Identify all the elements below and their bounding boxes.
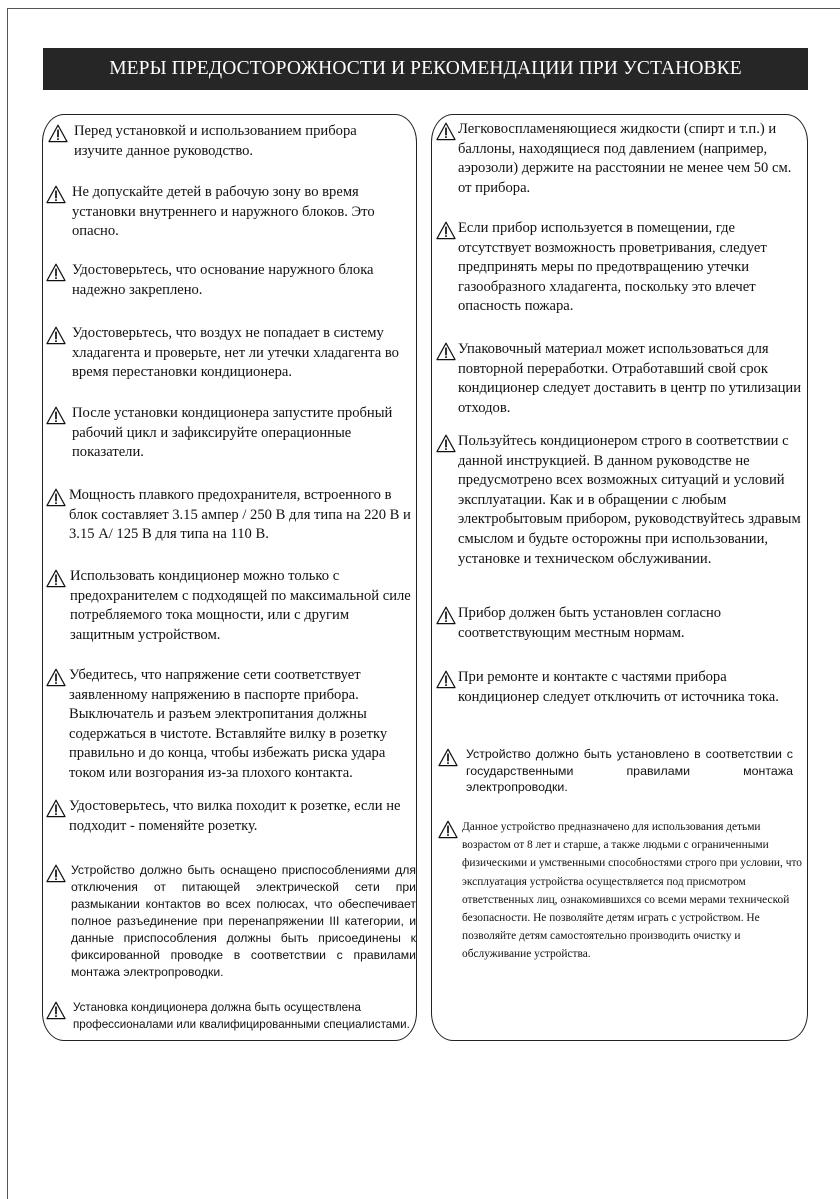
list-item-text: Удостоверьтесь, что вилка походит к розетке, если не подходит - поменяйте розетку. bbox=[69, 798, 401, 834]
list-item-text: После установки кондиционера запустите пробный рабочий цикл и зафиксируйте операционные показатели. bbox=[72, 405, 393, 461]
list-item bbox=[46, 404, 416, 463]
warning-triangle-icon bbox=[46, 1001, 66, 1020]
list-item-text: При ремонте и контакте с частями прибора кондиционер следует отключить от источника тока. bbox=[458, 669, 779, 705]
list-item bbox=[438, 746, 793, 796]
warning-triangle-icon bbox=[436, 221, 456, 240]
warning-triangle-icon bbox=[436, 122, 456, 141]
list-item-text: Пользуйтесь кондиционером строго в соответствии с данной инструкцией. В данном руководстве не предусмотрено всех возможных ситуаций и условий эксплуатации. Как и в обращении с любым электробытовым прибором, руководствуйтесь здравым смыслом и будьте осторожны при использовании, установке и техническом обслуживании. bbox=[458, 433, 801, 567]
list-item bbox=[438, 818, 804, 964]
list-item-text: Удостоверьтесь, что воздух не попадает в систему хладагента и проверьте, нет ли утечки хладагента во время перестановки кондиционера. bbox=[72, 325, 399, 381]
list-item-text: Легковоспламеняющиеся жидкости (спирт и т.п.) и баллоны, находящиеся под давлением (например, аэрозоли) держите на расстоянии не менее чем 50 см. от прибора. bbox=[458, 121, 792, 196]
list-item-text: Мощность плавкого предохранителя, встроенного в блок составляет 3.15 ампер / 250 В для типа на 220 В и 3.15 А/ 125 В для типа на 110 В. bbox=[69, 487, 411, 543]
list-item-text: Данное устройство предназначено для использования детьми возрастом от 8 лет и старше, а также людьми с ограниченными физическими и умственными способностями строго при условии, что эксплуатация устройства осуществляется под присмотром ответственных лиц, ознакомившихся со всеми мерами технической безопасности. Не позволяйте детям играть с устройством. Не позволяйте детям самостоятельно производить очистку и обслуживание устройства. bbox=[462, 821, 802, 961]
warning-triangle-icon bbox=[438, 748, 458, 767]
list-item bbox=[436, 604, 804, 643]
list-item bbox=[46, 183, 411, 242]
list-item bbox=[46, 261, 411, 300]
warning-triangle-icon bbox=[438, 820, 458, 839]
warning-triangle-icon bbox=[46, 326, 66, 345]
warning-triangle-icon bbox=[436, 606, 456, 625]
list-item bbox=[436, 120, 804, 198]
warning-triangle-icon bbox=[46, 799, 66, 818]
warning-triangle-icon bbox=[46, 864, 66, 883]
warning-triangle-icon bbox=[46, 406, 66, 425]
list-item-text: Использовать кондиционер можно только с предохранителем с подходящей по максимальной силе потребляемого тока мощности, или с другим защитным устройством. bbox=[70, 568, 411, 643]
list-item-text: Устройство должно быть установлено в соответствии с государственными правилами монтажа электропроводки. bbox=[466, 747, 793, 794]
list-item bbox=[46, 567, 416, 645]
list-item bbox=[436, 340, 804, 418]
list-item-text: Установка кондиционера должна быть осуществлена профессионалами или квалифицированными специалистами. bbox=[73, 1001, 410, 1031]
list-item bbox=[46, 486, 416, 545]
list-item-text: Устройство должно быть оснащено приспособлениями для отключения от питающей электрической сети при размыкании контактов во всех полюсах, что обеспечивает полное разъединение при перенапряжении III категории, и данные приспособления должны быть присоединены к фиксированной проводке в соответствии с правилами монтажа электропроводки. bbox=[71, 863, 416, 979]
warning-triangle-icon bbox=[436, 434, 456, 453]
list-item bbox=[46, 862, 416, 981]
list-item bbox=[48, 122, 408, 161]
list-item-text: Убедитесь, что напряжение сети соответствует заявленному напряжению в паспорте прибора. Выключатель и разъем электропитания должны содержаться в чистоте. Вставляйте вилку в розетку правильно и до конца, чтобы избежать риска удара током или возгорания из-за плохого контакта. bbox=[69, 667, 388, 781]
warning-triangle-icon bbox=[46, 488, 66, 507]
list-item bbox=[46, 999, 416, 1033]
list-item-text: Не допускайте детей в рабочую зону во время установки внутреннего и наружного блоков. Это опасно. bbox=[72, 184, 375, 240]
warning-triangle-icon bbox=[46, 668, 66, 687]
list-item bbox=[46, 797, 416, 836]
warning-triangle-icon bbox=[436, 342, 456, 361]
list-item bbox=[436, 219, 804, 317]
list-item bbox=[46, 666, 417, 784]
warning-triangle-icon bbox=[46, 569, 66, 588]
list-item bbox=[46, 324, 416, 383]
list-item-text: Удостоверьтесь, что основание наружного блока надежно закреплено. bbox=[72, 262, 374, 298]
warning-triangle-icon bbox=[436, 670, 456, 689]
warning-triangle-icon bbox=[46, 263, 66, 282]
page-title bbox=[43, 48, 808, 90]
list-item bbox=[436, 668, 804, 707]
list-item-text: Прибор должен быть установлен согласно соответствующим местным нормам. bbox=[458, 605, 722, 641]
list-item-text: Перед установкой и использованием прибора изучите данное руководство. bbox=[74, 123, 357, 159]
list-item-text: Упаковочный материал может использоваться для повторной переработки. Отработавший свой срок кондиционер следует доставить в центр по утилизации отходов. bbox=[458, 341, 802, 416]
warning-triangle-icon bbox=[46, 185, 66, 204]
page-title-text: МЕРЫ ПРЕДОСТОРОЖНОСТИ И РЕКОМЕНДАЦИИ ПРИ УСТАНОВКЕ bbox=[109, 58, 742, 79]
list-item bbox=[436, 432, 804, 569]
warning-triangle-icon bbox=[48, 124, 68, 143]
list-item-text: Если прибор используется в помещении, где отсутствует возможность проветривания, следует предпринять меры по предотвращению утечки газообразного хладагента, поскольку это влечет опасность пожара. bbox=[458, 220, 767, 315]
